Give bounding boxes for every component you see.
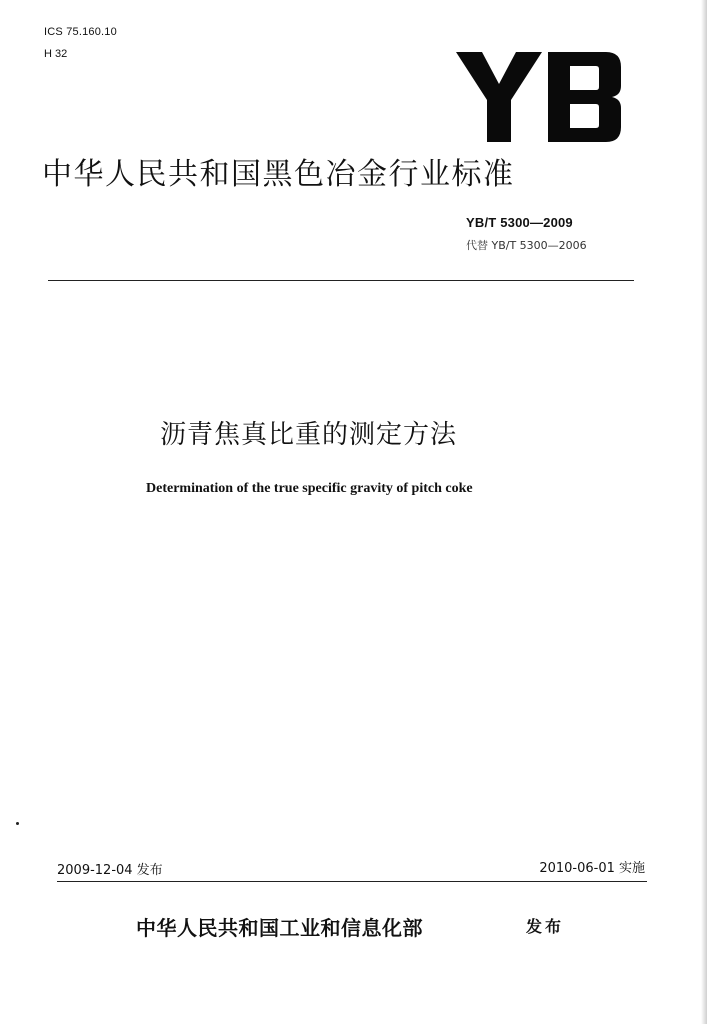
standard-number: YB/T 5300—2009 bbox=[466, 215, 573, 230]
replaces-standard: 代替 YB/T 5300—2006 bbox=[466, 239, 587, 252]
organization-title: 中华人民共和国黑色冶金行业标准 bbox=[42, 157, 515, 192]
issued-label: 发布 bbox=[526, 917, 565, 936]
document-title-en: Determination of the true specific gravity of pitch coke bbox=[146, 481, 473, 496]
document-title-zh: 沥青焦真比重的测定方法 bbox=[160, 420, 458, 450]
yb-logo-y bbox=[456, 52, 542, 142]
yb-logo bbox=[456, 52, 621, 142]
classification-code: H 32 bbox=[44, 48, 68, 60]
publish-date: 2009-12-04 发布 bbox=[57, 863, 163, 878]
ics-code: ICS 75.160.10 bbox=[44, 26, 117, 38]
header-divider bbox=[48, 280, 634, 281]
issuing-authority: 中华人民共和国工业和信息化部 bbox=[136, 916, 423, 940]
scan-speck bbox=[16, 822, 19, 825]
footer-divider bbox=[57, 881, 647, 882]
implementation-date: 2010-06-01 实施 bbox=[539, 861, 645, 876]
yb-logo-b bbox=[548, 52, 621, 142]
scan-edge-shadow bbox=[701, 0, 707, 1024]
